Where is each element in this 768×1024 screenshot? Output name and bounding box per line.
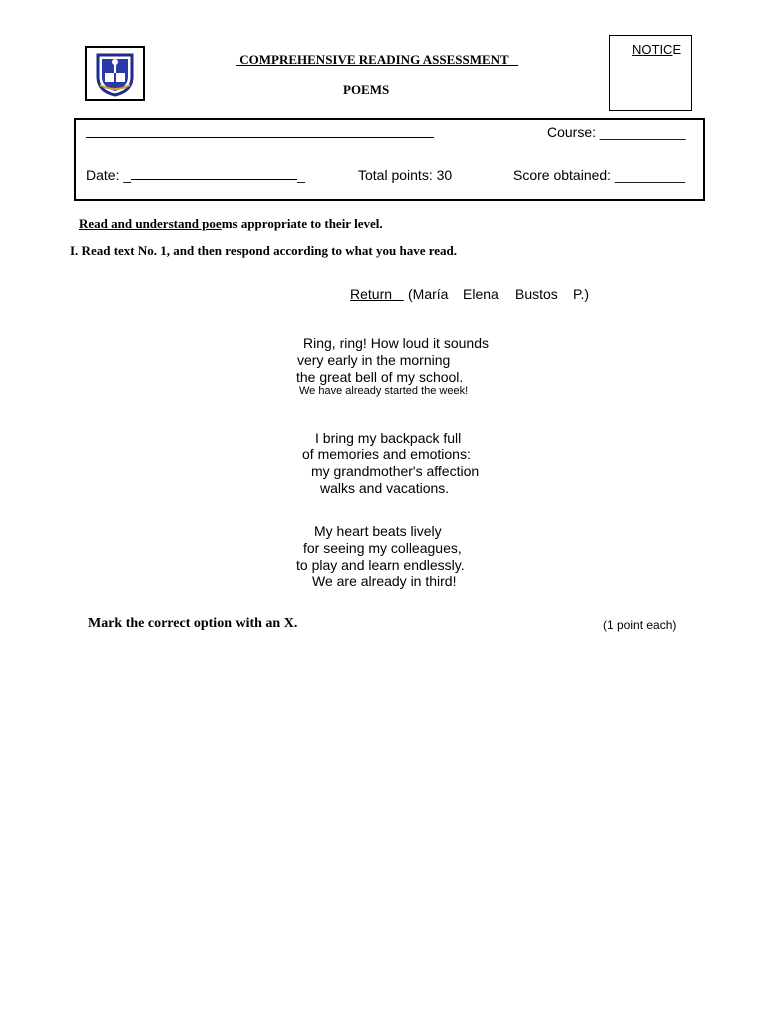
objective-rest: ms appropriate to their level. (221, 216, 383, 231)
poem-author-last: Bustos (515, 286, 558, 302)
poem-title-text: Return (350, 286, 393, 302)
student-info-box (74, 118, 705, 201)
poem-line: We have already started the week! (299, 385, 469, 397)
poem-line: My heart beats lively (314, 523, 442, 539)
poem-line: We are already in third! (312, 573, 457, 589)
poem-author-first: (María (408, 286, 449, 302)
poem-line: I bring my backpack full (315, 430, 462, 446)
date-tail: _ (297, 167, 305, 183)
notice-label-underlined: NOTIC (632, 42, 673, 57)
school-logo (85, 46, 145, 101)
total-points: Total points: 30 (358, 167, 453, 183)
section-one-instruction: I. Read text No. 1, and then respond according to what you have read. (70, 243, 458, 258)
poem-author-close: P.) (573, 286, 590, 302)
assessment-subtitle: POEMS (343, 82, 390, 97)
notice-label-rest: E (672, 42, 682, 57)
name-field-line[interactable] (86, 136, 434, 138)
poem-line: for seeing my colleagues, (303, 540, 462, 556)
date-blank[interactable] (131, 178, 297, 180)
school-crest-icon (90, 51, 140, 97)
poem-line: the great bell of my school. (296, 369, 464, 385)
poem-line: very early in the morning (297, 352, 451, 368)
date-label: Date: _ (86, 167, 132, 183)
score-field[interactable]: Score obtained: _________ (513, 167, 686, 183)
objective-text (79, 216, 383, 232)
poem-title (350, 286, 404, 302)
notice-box (609, 35, 692, 111)
points-note: (1 point each) (603, 618, 677, 632)
poem-line: walks and vacations. (320, 480, 450, 496)
poem-line: of memories and emotions: (302, 446, 471, 462)
assessment-title: COMPREHENSIVE READING ASSESSMENT (236, 52, 519, 67)
poem-author-middle: Elena (463, 286, 499, 302)
poem-line: to play and learn endlessly. (296, 557, 465, 573)
course-field[interactable]: Course: ___________ (547, 124, 686, 140)
notice-label (632, 42, 681, 57)
date-field[interactable] (86, 167, 305, 183)
objective-underlined: Read and understand poe (79, 216, 222, 231)
poem-line: my grandmother's affection (311, 463, 480, 479)
question-prompt: Mark the correct option with an X. (88, 616, 298, 631)
poem-line: Ring, ring! How loud it sounds (303, 335, 489, 351)
